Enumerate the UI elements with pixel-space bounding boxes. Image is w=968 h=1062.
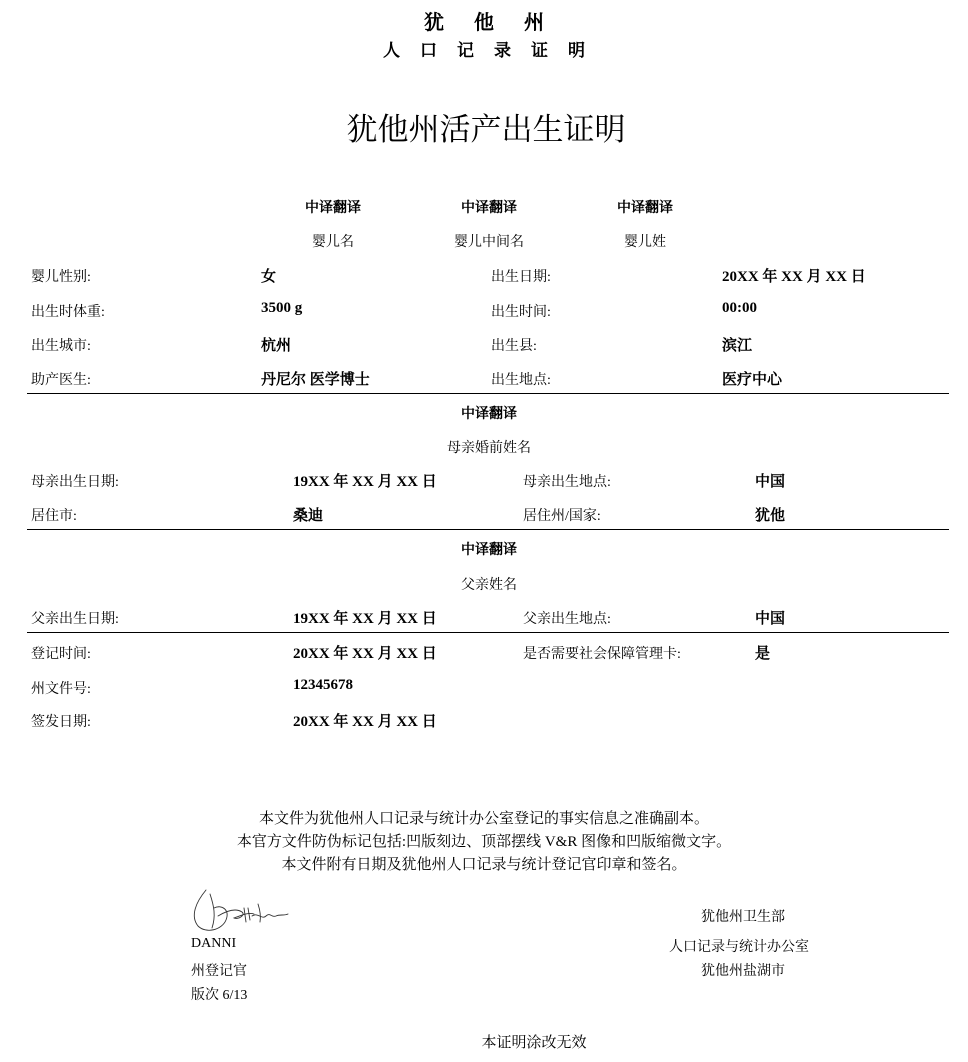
sex-value: 女 bbox=[261, 269, 277, 285]
child-name-translation-1: 中译翻译 bbox=[305, 201, 361, 216]
residence-state-label: 居住州/国家: bbox=[523, 509, 601, 524]
page-title: 犹他州活产出生证明 bbox=[346, 112, 626, 147]
divider-mother bbox=[27, 529, 949, 530]
registrar-name: DANNI bbox=[191, 936, 237, 951]
registration-date-value: 20XX 年 XX 月 XX 日 bbox=[293, 646, 437, 662]
footer-statement-1: 本文件为犹他州人口记录与统计办公室登记的事实信息之准确副本。 bbox=[258, 811, 709, 827]
weight-label: 出生时体重: bbox=[31, 305, 105, 320]
department-line-1: 犹他州卫生部 bbox=[701, 910, 785, 925]
issue-date-value: 20XX 年 XX 月 XX 日 bbox=[293, 714, 437, 730]
father-name-label: 父亲姓名 bbox=[461, 578, 517, 593]
footer-statement-3: 本文件附有日期及犹他州人口记录与统计登记官印章和签名。 bbox=[281, 857, 687, 873]
dob-value: 20XX 年 XX 月 XX 日 bbox=[722, 269, 866, 285]
child-name-translation-2: 中译翻译 bbox=[461, 201, 517, 216]
divider-father bbox=[27, 632, 949, 633]
residence-city-value: 桑迪 bbox=[293, 508, 324, 524]
father-dob-value: 19XX 年 XX 月 XX 日 bbox=[293, 611, 437, 627]
mother-birthplace-value: 中国 bbox=[755, 474, 786, 490]
state-heading: 犹他州 bbox=[424, 12, 574, 34]
state-file-value: 12345678 bbox=[293, 677, 353, 693]
county-value: 滨江 bbox=[722, 338, 753, 354]
child-last-name-label: 婴儿姓 bbox=[624, 235, 666, 250]
place-value: 医疗中心 bbox=[722, 372, 783, 388]
time-label: 出生时间: bbox=[491, 305, 551, 320]
registrar-signature bbox=[188, 886, 298, 936]
state-file-label: 州文件号: bbox=[31, 682, 91, 697]
ssn-card-value: 是 bbox=[755, 646, 771, 662]
divider-child bbox=[27, 393, 949, 394]
attendant-value: 丹尼尔 医学博士 bbox=[261, 372, 370, 388]
edition-number: 版次 6/13 bbox=[191, 988, 248, 1003]
residence-city-label: 居住市: bbox=[31, 509, 77, 524]
mother-dob-label: 母亲出生日期: bbox=[31, 475, 119, 490]
place-label: 出生地点: bbox=[491, 373, 551, 388]
registrar-title: 州登记官 bbox=[191, 964, 247, 979]
father-name-translation: 中译翻译 bbox=[461, 543, 517, 558]
issue-date-label: 签发日期: bbox=[31, 715, 91, 730]
department-heading: 人口记录证明 bbox=[383, 41, 605, 60]
county-label: 出生县: bbox=[491, 339, 537, 354]
ssn-card-label: 是否需要社会保障管理卡: bbox=[523, 647, 681, 662]
department-line-2: 人口记录与统计办公室 bbox=[669, 940, 809, 955]
father-birthplace-value: 中国 bbox=[755, 611, 786, 627]
mother-name-label: 母亲婚前姓名 bbox=[447, 441, 531, 456]
city-value: 杭州 bbox=[261, 338, 292, 354]
residence-state-value: 犹他 bbox=[755, 508, 786, 524]
attendant-label: 助产医生: bbox=[31, 373, 91, 388]
city-label: 出生城市: bbox=[31, 339, 91, 354]
void-notice: 本证明涂改无效 bbox=[481, 1035, 587, 1051]
dob-label: 出生日期: bbox=[491, 270, 551, 285]
mother-dob-value: 19XX 年 XX 月 XX 日 bbox=[293, 474, 437, 490]
registration-date-label: 登记时间: bbox=[31, 647, 91, 662]
time-value: 00:00 bbox=[722, 300, 757, 316]
mother-birthplace-label: 母亲出生地点: bbox=[523, 475, 611, 490]
sex-label: 婴儿性别: bbox=[31, 270, 91, 285]
father-dob-label: 父亲出生日期: bbox=[31, 612, 119, 627]
footer-statement-2: 本官方文件防伪标记包括:凹版刻边、顶部摆线 V&R 图像和凹版缩微文字。 bbox=[236, 834, 732, 850]
child-name-translation-3: 中译翻译 bbox=[617, 201, 673, 216]
child-middle-name-label: 婴儿中间名 bbox=[454, 235, 524, 250]
weight-value: 3500 g bbox=[261, 300, 303, 316]
mother-name-translation: 中译翻译 bbox=[461, 407, 517, 422]
father-birthplace-label: 父亲出生地点: bbox=[523, 612, 611, 627]
child-first-name-label: 婴儿名 bbox=[312, 235, 354, 250]
department-line-3: 犹他州盐湖市 bbox=[701, 964, 785, 979]
